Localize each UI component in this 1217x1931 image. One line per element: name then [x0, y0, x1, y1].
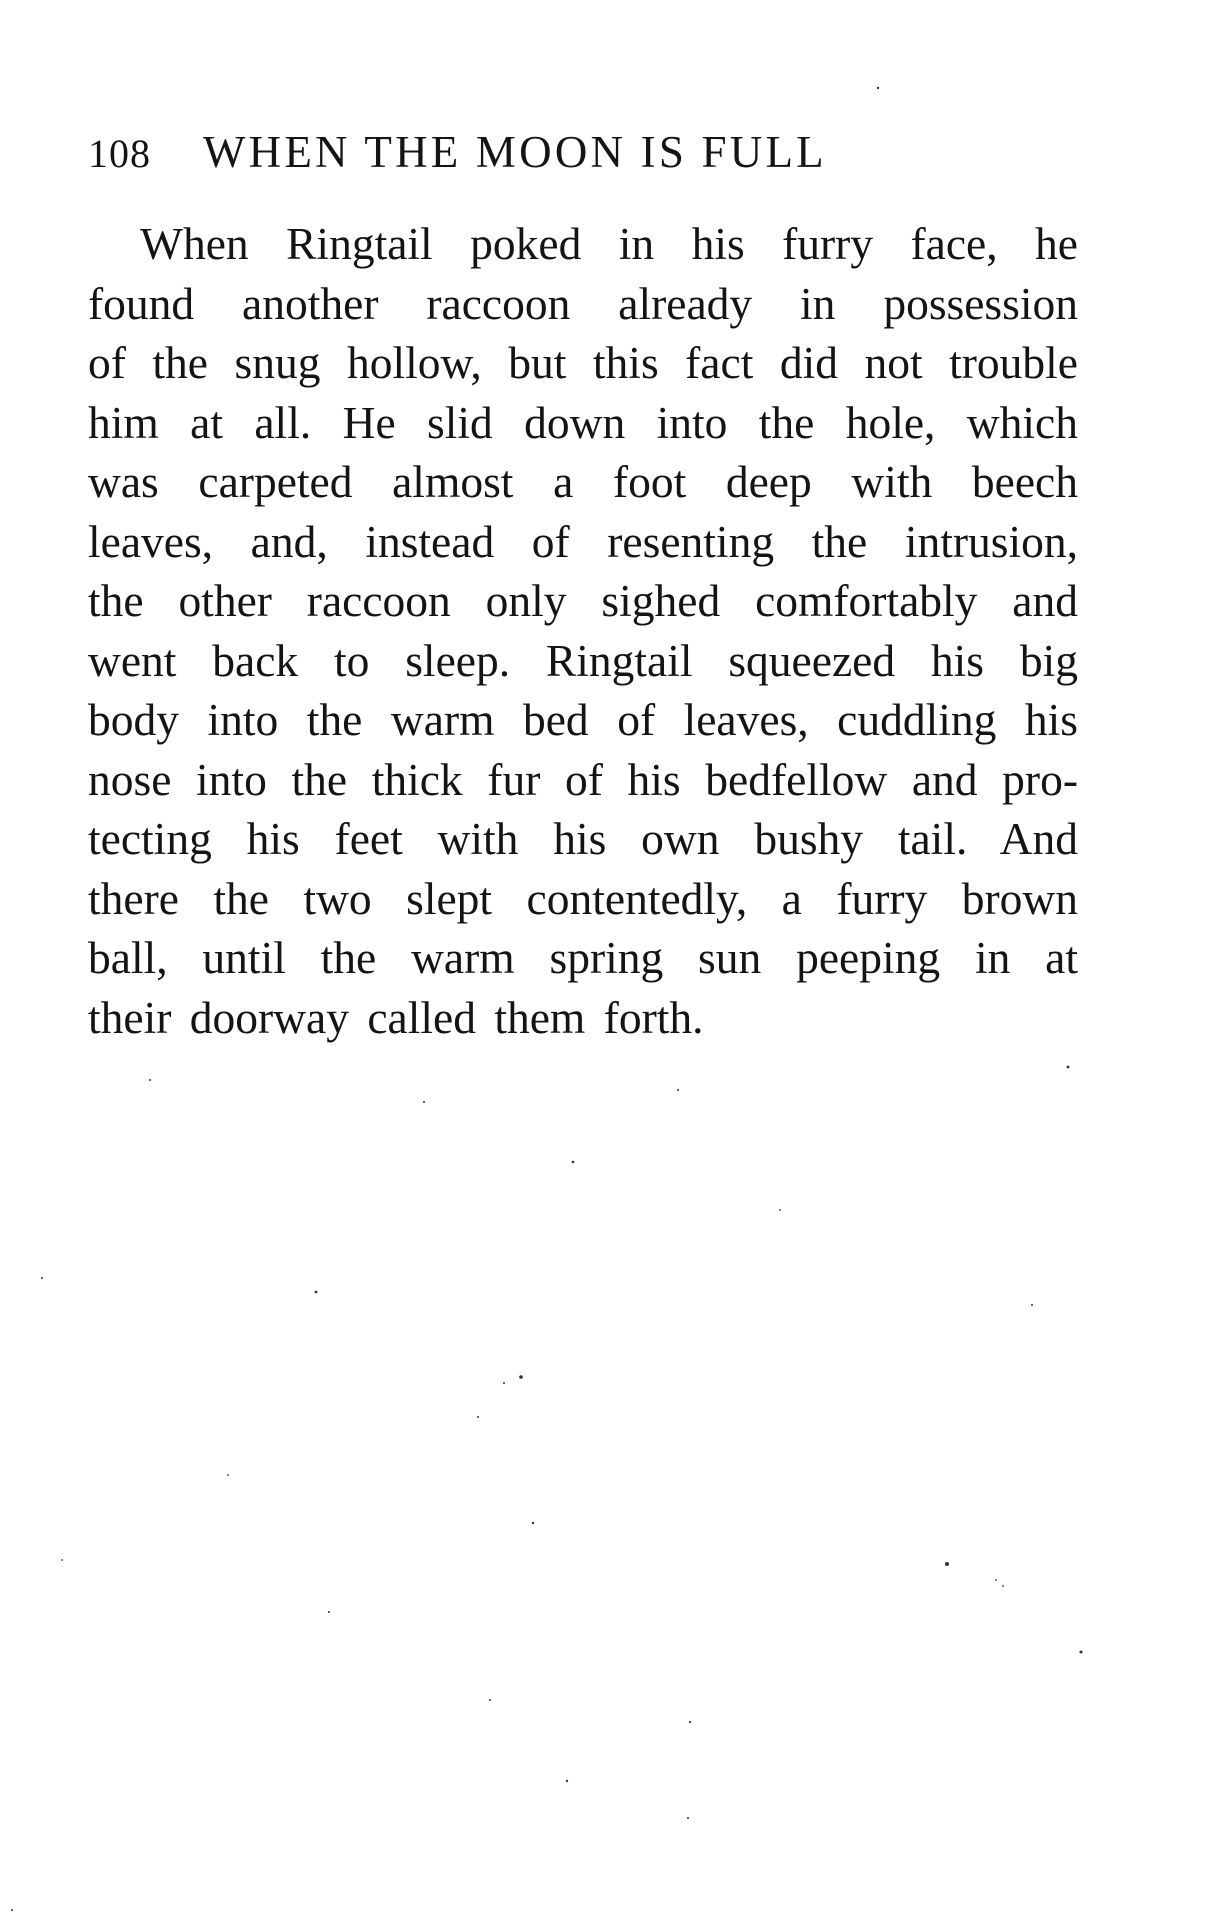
text-line: leaves, and, instead of resenting the intrusion,	[88, 515, 1078, 567]
text-line: of the snug hollow, but this fact did not trouble	[88, 337, 1078, 388]
text-line: him at all. He slid down into the hole, which	[88, 396, 1078, 448]
text-line: nose into the thick fur of his bedfellow and pro-	[88, 753, 1078, 805]
body-paragraph	[88, 214, 1078, 1047]
text-line: their doorway called them forth.	[88, 991, 704, 1043]
text-line: ball, until the warm spring sun peeping in at	[88, 932, 1078, 983]
text-line: the other raccoon only sighed comfortably and	[88, 575, 1078, 626]
text-line: body into the warm bed of leaves, cuddling his	[88, 694, 1078, 745]
text-line: found another raccoon already in possession	[88, 277, 1078, 329]
page-number: 108	[88, 131, 151, 176]
running-head	[88, 126, 1048, 182]
running-title: WHEN THE MOON IS FULL	[203, 127, 827, 177]
text-line: there the two slept contentedly, a furry brown	[88, 872, 1078, 924]
text-line: was carpeted almost a foot deep with beech	[88, 456, 1078, 507]
text-line: tecting his feet with his own bushy tail. And	[88, 813, 1078, 864]
text-line: When Ringtail poked in his furry face, he	[140, 218, 1078, 269]
text-line: went back to sleep. Ringtail squeezed his big	[88, 634, 1078, 686]
